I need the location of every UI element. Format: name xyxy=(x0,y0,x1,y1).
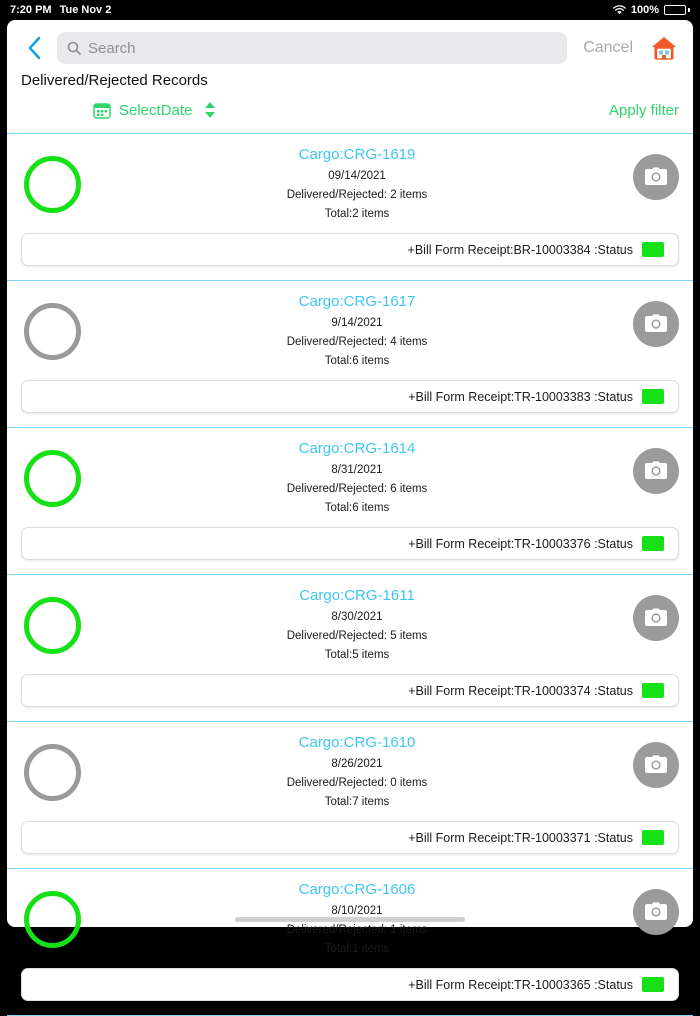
total-count: Total:5 items xyxy=(324,649,390,661)
status-badge xyxy=(642,389,664,404)
record-date: 8/30/2021 xyxy=(331,611,383,623)
cargo-id-link[interactable]: Cargo:CRG-1611 xyxy=(299,587,415,604)
record-card[interactable] xyxy=(7,134,693,281)
camera-icon[interactable] xyxy=(633,595,679,641)
status-ring xyxy=(24,156,81,213)
status-badge xyxy=(642,242,664,257)
select-date-label: SelectDate xyxy=(119,101,193,119)
wifi-icon xyxy=(613,5,626,15)
bill-form-receipt-label: +Bill Form Receipt:TR-10003371 :Status xyxy=(408,830,633,845)
battery-percent-label: 100% xyxy=(630,4,659,16)
record-card[interactable] xyxy=(7,722,693,869)
sort-updown-icon[interactable] xyxy=(203,101,217,119)
bill-form-receipt-label: +Bill Form Receipt:TR-10003365 :Status xyxy=(408,977,633,992)
bill-form-receipt-bar[interactable] xyxy=(21,968,679,1001)
total-count: Total:6 items xyxy=(324,355,390,367)
battery-full-icon xyxy=(664,5,690,15)
status-badge xyxy=(642,536,664,551)
bill-form-receipt-bar[interactable] xyxy=(21,821,679,854)
search-icon xyxy=(67,41,81,55)
status-badge xyxy=(642,977,664,992)
delivered-rejected-count: Delivered/Rejected: 4 items xyxy=(286,336,428,348)
home-indicator[interactable] xyxy=(235,917,465,922)
record-date: 8/26/2021 xyxy=(331,758,383,770)
bill-form-receipt-bar[interactable] xyxy=(21,527,679,560)
status-ring xyxy=(24,891,81,948)
status-bar xyxy=(0,0,700,20)
camera-icon[interactable] xyxy=(633,889,679,935)
apply-filter-button[interactable]: Apply filter xyxy=(608,101,679,119)
record-date: 8/31/2021 xyxy=(331,464,383,476)
cargo-id-link[interactable]: Cargo:CRG-1617 xyxy=(298,293,416,310)
search-box[interactable] xyxy=(57,32,567,64)
records-list[interactable] xyxy=(7,133,693,992)
record-date: 9/14/2021 xyxy=(331,317,383,329)
cargo-id-link[interactable]: Cargo:CRG-1606 xyxy=(298,881,416,898)
cancel-button[interactable]: Cancel xyxy=(583,39,633,56)
status-ring xyxy=(24,303,81,360)
app-window xyxy=(7,20,693,992)
search-input[interactable] xyxy=(88,40,557,57)
filter-row xyxy=(7,89,693,133)
delivered-rejected-count: Delivered/Rejected: 6 items xyxy=(286,483,428,495)
cargo-id-link[interactable]: Cargo:CRG-1614 xyxy=(298,440,416,457)
search-header xyxy=(7,20,693,74)
status-ring xyxy=(24,450,81,507)
status-badge xyxy=(642,830,664,845)
bill-form-receipt-label: +Bill Form Receipt:TR-10003374 :Status xyxy=(408,683,633,698)
record-date: 09/14/2021 xyxy=(328,170,386,182)
status-time: 7:20 PM xyxy=(10,4,52,16)
record-card[interactable] xyxy=(7,575,693,722)
total-count: Total:6 items xyxy=(324,502,390,514)
calendar-icon xyxy=(93,101,111,119)
page-title: Delivered/Rejected Records xyxy=(21,72,208,89)
home-icon[interactable] xyxy=(649,33,679,63)
record-card[interactable] xyxy=(7,428,693,575)
delivered-rejected-count: Delivered/Rejected: 5 items xyxy=(286,630,428,642)
status-ring xyxy=(24,744,81,801)
total-count: Total:7 items xyxy=(324,796,390,808)
record-date: 8/10/2021 xyxy=(331,905,383,917)
record-card[interactable] xyxy=(7,869,693,1016)
delivered-rejected-count: Delivered/Rejected: 0 items xyxy=(286,777,428,789)
cargo-id-link[interactable]: Cargo:CRG-1610 xyxy=(298,734,416,751)
chevron-left-icon[interactable] xyxy=(21,33,47,63)
select-date-picker[interactable] xyxy=(93,101,217,119)
total-count: Total:1 items xyxy=(324,943,390,955)
total-count: Total:2 items xyxy=(324,208,390,220)
bill-form-receipt-label: +Bill Form Receipt:BR-10003384 :Status xyxy=(407,242,633,257)
camera-icon[interactable] xyxy=(633,742,679,788)
bill-form-receipt-bar[interactable] xyxy=(21,233,679,266)
status-badge xyxy=(642,683,664,698)
status-date: Tue Nov 2 xyxy=(59,4,112,16)
bill-form-receipt-bar[interactable] xyxy=(21,380,679,413)
camera-icon[interactable] xyxy=(633,154,679,200)
cargo-id-link[interactable]: Cargo:CRG-1619 xyxy=(298,146,416,163)
delivered-rejected-count: Delivered/Rejected: 1 items xyxy=(286,924,428,936)
bill-form-receipt-label: +Bill Form Receipt:TR-10003376 :Status xyxy=(408,536,633,551)
camera-icon[interactable] xyxy=(633,301,679,347)
camera-icon[interactable] xyxy=(633,448,679,494)
bill-form-receipt-label: +Bill Form Receipt:TR-10003383 :Status xyxy=(408,389,633,404)
bill-form-receipt-bar[interactable] xyxy=(21,674,679,707)
status-ring xyxy=(24,597,81,654)
record-card[interactable] xyxy=(7,281,693,428)
delivered-rejected-count: Delivered/Rejected: 2 items xyxy=(286,189,428,201)
